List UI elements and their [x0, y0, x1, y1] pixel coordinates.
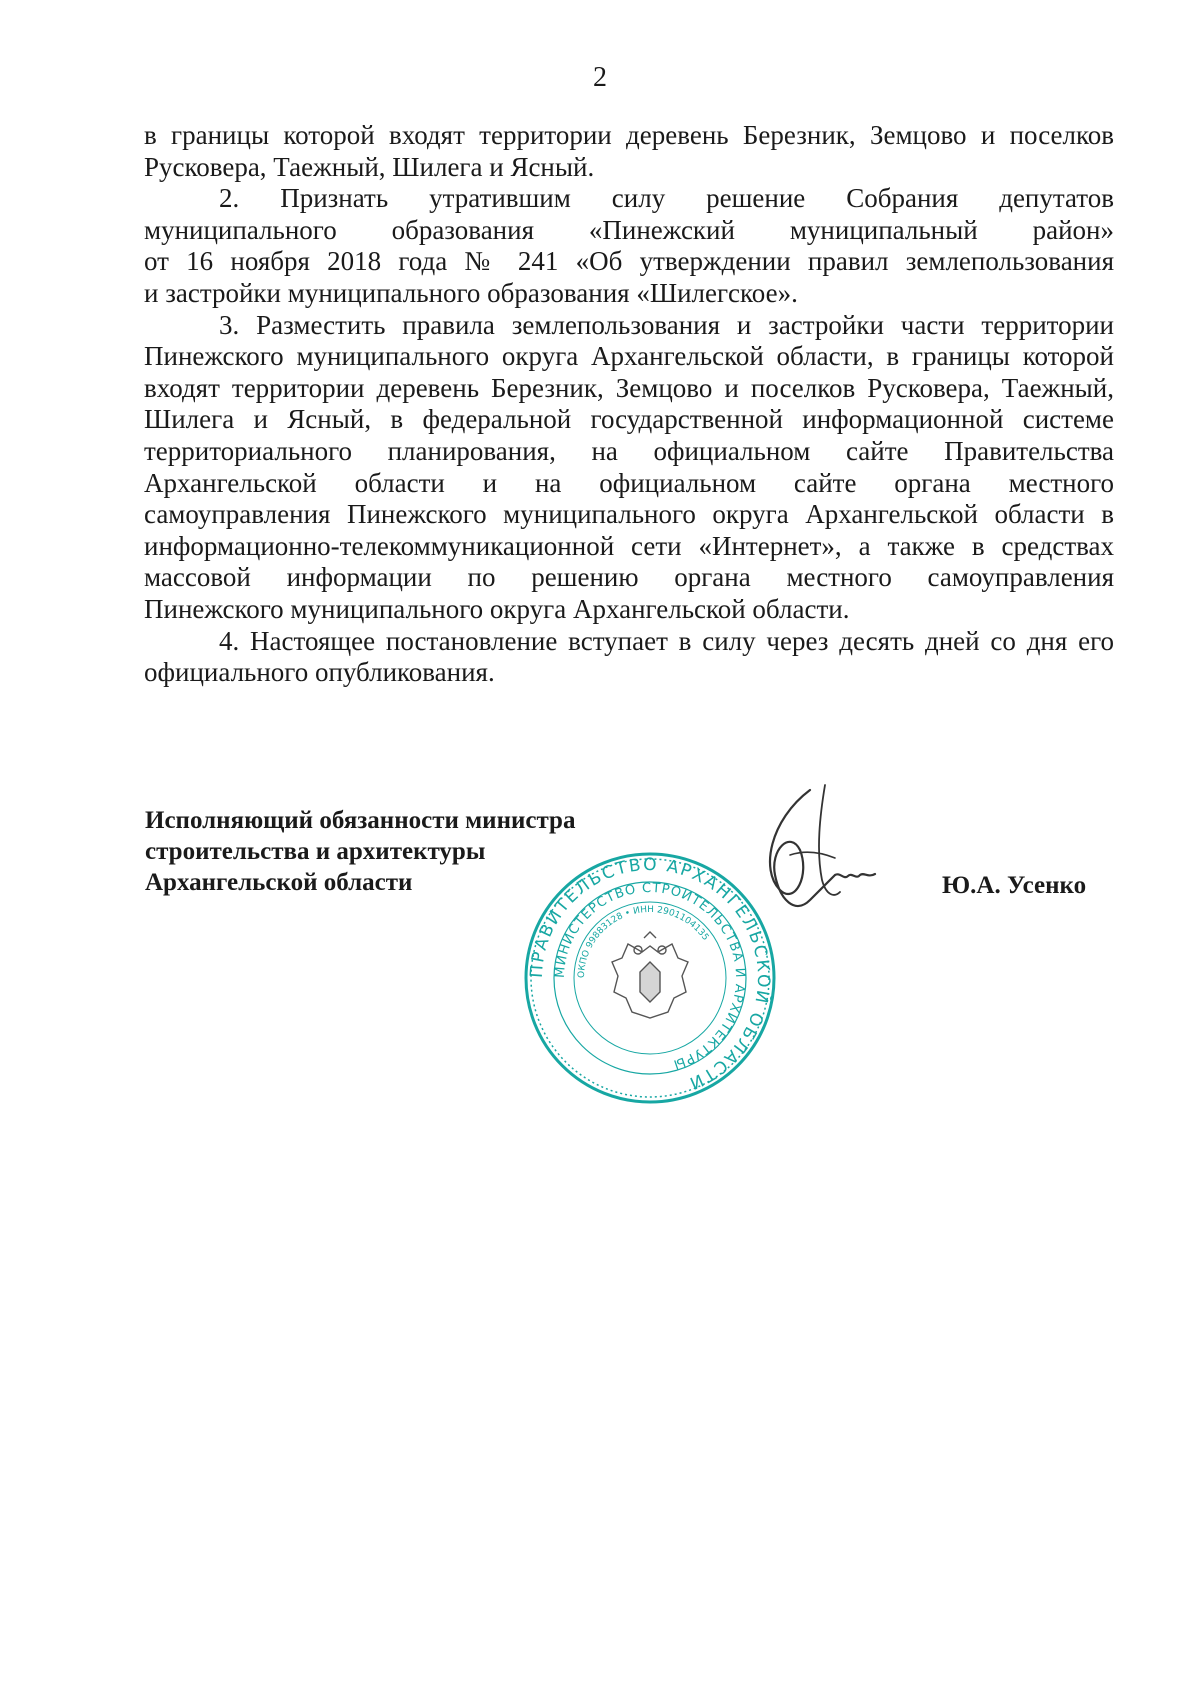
body-text-line: муниципального образования «Пинежский муниципальный район» — [144, 214, 1114, 245]
body-text-line: от 16 ноября 2018 года № 241 «Об утверждении правил землепользования — [144, 246, 1114, 277]
stamp-codes-text: ОКПО 99883128 • ИНН 2901104135 — [576, 904, 711, 979]
handwritten-signature — [740, 780, 890, 940]
document-body — [144, 120, 1114, 689]
body-text-line: входят территории деревень Березник, Земцово и поселков Русковера, Таежный, — [144, 372, 1114, 403]
body-text-line: 2. Признать утратившим силу решение Собрания депутатов — [219, 183, 1114, 214]
body-text-line: территориального планирования, на официальном сайте Правительства — [144, 435, 1114, 466]
body-text-line: информационно-телекоммуникационной сети «Интернет», а также в средствах — [144, 530, 1114, 561]
body-text-line: официального опубликования. — [144, 657, 495, 688]
body-text-line: Шилега и Ясный, в федеральной государственной информационной системе — [144, 404, 1114, 435]
body-text-line: и застройки муниципального образования «Шилегское». — [144, 277, 798, 308]
signatory-position-line: строительства и архитектуры — [145, 838, 486, 865]
body-text-line: Русковера, Таежный, Шилега и Ясный. — [144, 151, 595, 182]
stamp-inner-text: МИНИСТЕРСТВО СТРОИТЕЛЬСТВА И АРХИТЕКТУРЫ — [552, 880, 748, 1072]
signatory-position-line: Исполняющий обязанности министра — [145, 807, 576, 834]
body-text-line: самоуправления Пинежского муниципального округа Архангельской области в — [144, 499, 1114, 530]
signatory-name: Ю.А. Усенко — [942, 872, 1087, 899]
body-text-line: в границы которой входят территории деревень Березник, Земцово и поселков — [144, 120, 1114, 150]
signatory-position-line: Архангельской области — [145, 869, 413, 896]
body-text-line: 3. Разместить правила землепользования и застройки части территории — [219, 309, 1114, 340]
page-number: 2 — [593, 62, 607, 93]
body-text-line: Архангельской области и на официальном сайте органа местного — [144, 467, 1114, 498]
body-text-line: массовой информации по решению органа местного самоуправления — [144, 562, 1114, 593]
body-text-line: Пинежского муниципального округа Архангельской области, в границы которой — [144, 341, 1114, 372]
body-text-line: Пинежского муниципального округа Архангельской области. — [144, 593, 850, 624]
svg-text:ОКПО 99883128 • ИНН 2901104135 — [577, 905, 710, 978]
body-text-line: 4. Настоящее постановление вступает в силу через десять дней со дня его — [219, 625, 1114, 656]
coat-of-arms-icon — [612, 932, 688, 1018]
stamp-outer-text: ПРАВИТЕЛЬСТВО АРХАНГЕЛЬСКОЙ ОБЛАСТИ — [526, 854, 774, 1094]
